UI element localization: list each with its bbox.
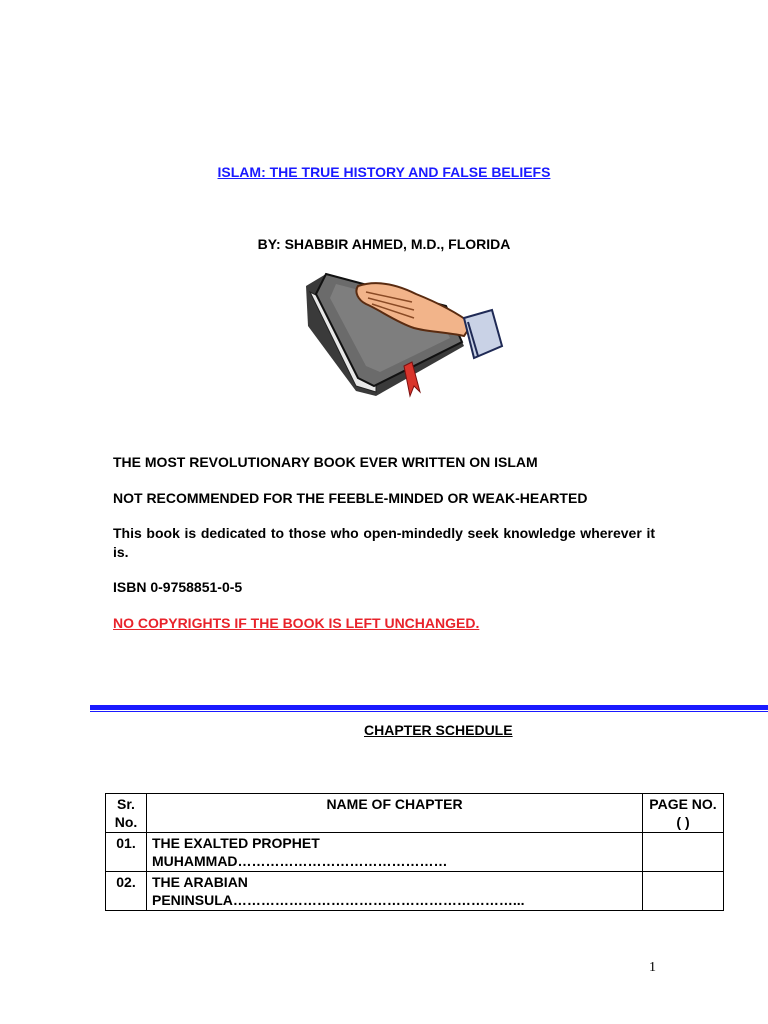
header-page-no: PAGE NO. ( ) [643, 794, 724, 833]
header-chapter-name: NAME OF CHAPTER [147, 794, 643, 833]
chapter-name-line: PENINSULA……………………………………………………... [152, 892, 525, 908]
row-sr: 01. [106, 833, 147, 872]
author-line: BY: SHABBIR AHMED, M.D., FLORIDA [257, 236, 511, 252]
isbn: ISBN 0-9758851-0-5 [113, 579, 243, 595]
row-sr: 02. [106, 872, 147, 911]
divider-rule [90, 705, 768, 710]
chapter-schedule-heading: CHAPTER SCHEDULE [364, 722, 513, 738]
copyright-wrapper [113, 614, 655, 633]
table-header-row [106, 794, 724, 833]
dedication-text: This book is dedicated to those who open-mindedly seek knowledge wherever it is. [113, 525, 655, 560]
row-chapter-name [147, 872, 643, 911]
header-sr-no: Sr. No. [106, 794, 147, 833]
chapter-name-line: THE ARABIAN [152, 874, 248, 890]
page-number: 1 [649, 960, 656, 975]
row-page [643, 872, 724, 911]
row-chapter-name [147, 833, 643, 872]
table-row [106, 833, 724, 872]
warning-line: NOT RECOMMENDED FOR THE FEEBLE-MINDED OR WEAK-HEARTED [113, 490, 588, 506]
table-row [106, 872, 724, 911]
chapter-name-line: THE EXALTED PROPHET [152, 835, 320, 851]
row-page [643, 833, 724, 872]
tagline: THE MOST REVOLUTIONARY BOOK EVER WRITTEN ON ISLAM [113, 454, 538, 470]
book-with-hand-icon [296, 266, 508, 402]
document-title: ISLAM: THE TRUE HISTORY AND FALSE BELIEFS [217, 164, 551, 180]
copyright-notice: NO COPYRIGHTS IF THE BOOK IS LEFT UNCHANGED. [113, 615, 480, 631]
divider-rule-thin [90, 711, 768, 712]
chapter-table [105, 793, 724, 911]
chapter-name-line: MUHAMMAD……………………………………… [152, 853, 448, 869]
